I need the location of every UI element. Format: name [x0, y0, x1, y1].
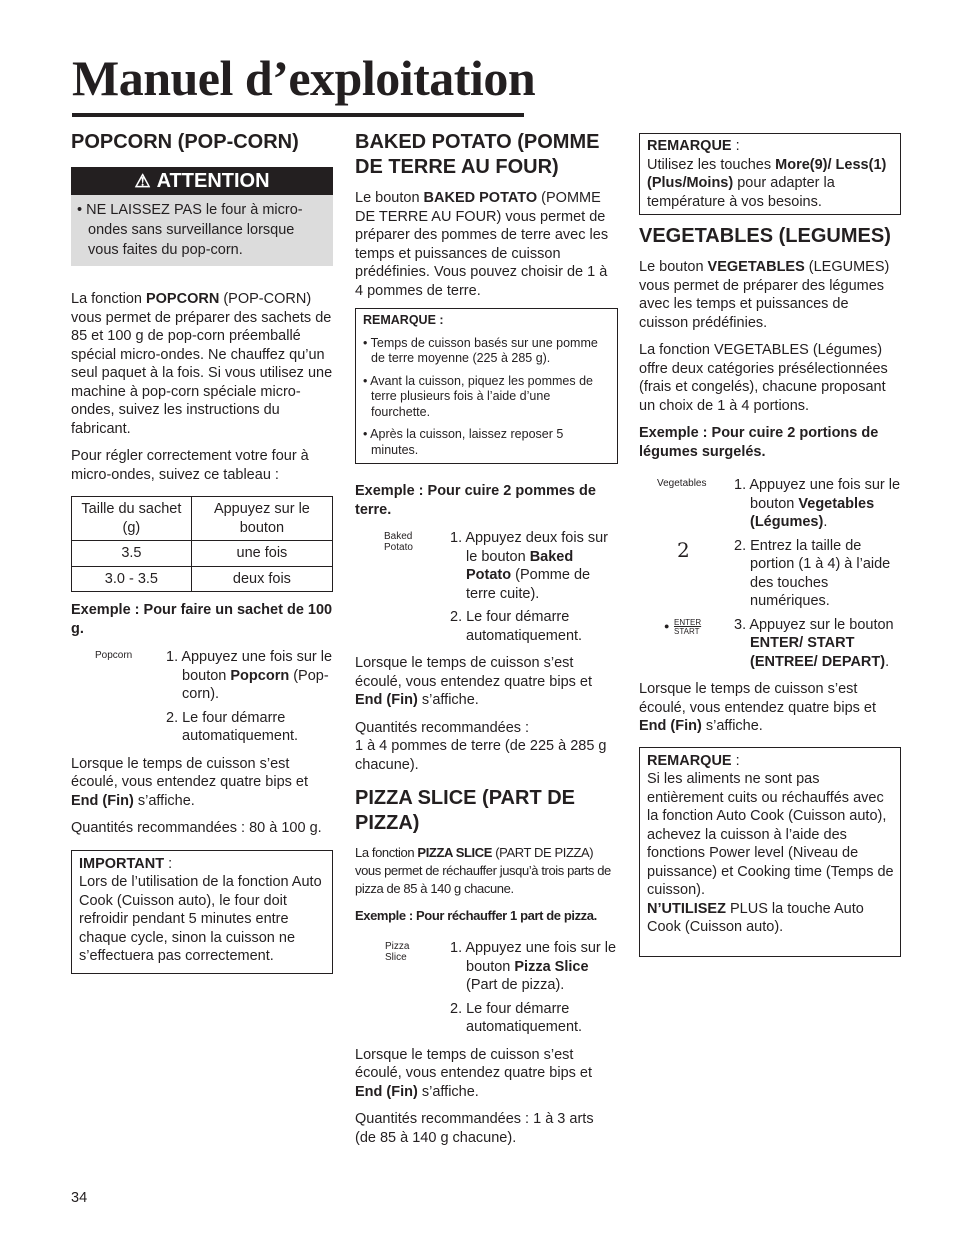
- pizza-step-1: [355, 939, 618, 995]
- popcorn-step-1: [71, 648, 333, 704]
- warning-icon: ⚠: [134, 171, 151, 191]
- step-text: 1. Appuyez une fois sur le bouton Vegetables (Légumes).: [734, 477, 901, 530]
- pizza-intro: La fonction PIZZA SLICE (PART DE PIZZA) vous permet de réchauffer jusqu’à trois parts de pizza de 85 à 140 g chacune.: [355, 845, 611, 896]
- title-rule: [72, 113, 524, 117]
- pizza-quantities: Quantités recommandées : 1 à 3 arts (de 85 à 140 g chacune).: [355, 1111, 594, 1146]
- table-cell: 3.0 - 3.5: [72, 566, 192, 592]
- number-key-icon: 2: [677, 537, 690, 562]
- step-text: 2. Le four démarre automatiquement.: [450, 609, 583, 644]
- popcorn-key-icon: Popcorn: [95, 650, 133, 661]
- popcorn-intro: La fonction POPCORN (POP-CORN) vous permet de préparer des sachets de 85 et 100 g de pop-corn préemballé spécial micro-ondes. Ne chauffez qu’un seul paquet à la fois. Si vous utilisez une machine à pop-corn spéciale micro-ondes, suivez les instructions du fabricant.: [71, 291, 333, 437]
- potato-example: Exemple : Pour cuire 2 pommes de terre.: [355, 483, 596, 518]
- pizza-example: Exemple : Pour réchauffer 1 part de pizza.: [355, 908, 597, 923]
- potato-step-1: [355, 529, 618, 603]
- popcorn-quantities: Quantités recommandées : 80 à 100 g.: [71, 820, 322, 836]
- table-cell: une fois: [191, 541, 332, 567]
- table-header-row: [72, 497, 333, 541]
- popcorn-table-intro: Pour régler correctement votre four à micro-ondes, suivez ce tableau :: [71, 448, 309, 483]
- attention-box: [71, 167, 333, 266]
- table-row: [72, 566, 333, 592]
- step-text: 2. Le four démarre automatiquement.: [166, 709, 299, 744]
- note-item: • Après la cuisson, laissez reposer 5 minutes.: [363, 427, 564, 457]
- vegetables-step-1: [639, 476, 901, 532]
- vegetables-step-3: [639, 616, 901, 672]
- lock-icon: ●: [664, 620, 670, 631]
- vegetables-example: Exemple : Pour cuire 2 portions de légumes surgelés.: [639, 425, 879, 460]
- table-header-cell: Appuyez sur le bouton: [191, 497, 332, 541]
- step-text: 1. Appuyez deux fois sur le bouton Baked Potato (Pomme de terre cuite).: [450, 530, 608, 602]
- important-text: Lors de l’utilisation de la fonction Auto Cook (Cuisson auto), le four doit refroidir pendant 5 minutes entre chaque cycle, sinon la cuisson ne s’effectuera pas correctement.: [79, 874, 322, 964]
- popcorn-step-2: [71, 709, 333, 746]
- vegetables-heading: VEGETABLES (LEGUMES): [639, 225, 891, 247]
- important-box: [71, 850, 333, 974]
- table-row: [72, 541, 333, 567]
- step-text: 1. Appuyez une fois sur le bouton Popcorn (Pop-corn).: [166, 649, 333, 702]
- vegetables-section: [639, 133, 901, 957]
- pizza-slice-key-icon: Pizza Slice: [385, 941, 410, 963]
- potato-section: [355, 130, 618, 1147]
- vegetables-intro: Le bouton VEGETABLES (LEGUMES) vous permet de préparer des légumes avec les temps et puissances de cuisson prédéfinies.: [639, 259, 890, 331]
- attention-text: • NE LAISSEZ PAS le four à micro-ondes sans surveillance lorsque vous faites du pop-corn.: [77, 202, 303, 258]
- step-text: 2. Entrez la taille de portion (1 à 4) à l’aide des touches numériques.: [734, 537, 891, 609]
- table-cell: deux fois: [191, 566, 332, 592]
- popcorn-heading: POPCORN (POP-CORN): [71, 131, 299, 153]
- popcorn-table: [71, 496, 333, 592]
- important-title: IMPORTANT :: [79, 855, 173, 872]
- note-text: Utilisez les touches More(9)/ Less(1) (Plus/Moins) pour adapter la température à vos besoins.: [647, 156, 887, 210]
- note-label: REMARQUE :: [363, 313, 444, 327]
- potato-quantities: Quantités recommandées : 1 à 4 pommes de terre (de 225 à 285 g chacune).: [355, 719, 607, 773]
- table-header-cell: Taille du sachet (g): [72, 497, 192, 541]
- note-title: REMARQUE :: [647, 138, 740, 154]
- baked-potato-key-icon: Baked Potato: [384, 531, 413, 553]
- page-title: Manuel d’exploitation: [72, 50, 536, 106]
- potato-intro: Le bouton BAKED POTATO (POMME DE TERRE AU FOUR) vous permet de préparer des pommes de terre avec les temps et puissances de cuisson prédéfinies. Vous pouvez choisir de 1 à 4 pommes de terre.: [355, 190, 609, 299]
- vegetables-key-icon: Vegetables: [657, 478, 707, 489]
- note-text: Si les aliments ne sont pas entièrement cuits ou réchauffés avec la fonction Auto Cook (Cuisson auto), achevez la cuisson à l’aide des fonctions Power level (Niveau de puissance) et Cooking time (Temps de cuisson).: [647, 771, 894, 898]
- table-cell: 3.5: [72, 541, 192, 567]
- potato-heading: BAKED POTATO (POMME DE TERRE AU FOUR): [355, 131, 600, 178]
- enter-start-key-icon: ● ENTER START: [664, 617, 702, 636]
- note-item: • Avant la cuisson, piquez les pommes de terre plusieurs fois à l’aide d’une fourchette.: [363, 373, 593, 419]
- popcorn-done: Lorsque le temps de cuisson s’est écoulé, vous entendez quatre bips et End (Fin) s’affiche.: [71, 755, 308, 809]
- step-text: 3. Appuyez sur le bouton ENTER/ START (ENTREE/ DEPART).: [734, 616, 894, 670]
- temperature-note: [639, 133, 901, 215]
- potato-note: [355, 308, 618, 464]
- pizza-done: Lorsque le temps de cuisson s’est écoulé, vous entendez quatre bips et End (Fin) s’affiche.: [355, 1046, 592, 1100]
- pizza-step-2: [355, 1000, 618, 1037]
- step-text: 2. Le four démarre automatiquement.: [450, 1000, 583, 1035]
- pizza-heading: PIZZA SLICE (PART DE PIZZA): [355, 787, 575, 834]
- vegetables-intro-b: La fonction VEGETABLES (Légumes) offre deux catégories présélectionnées (frais et congelés), chacune proposant un choix de 1 à 4 portions.: [639, 342, 888, 414]
- note-item: • Temps de cuisson basés sur une pomme de terre moyenne (225 à 285 g).: [363, 335, 598, 365]
- attention-body: [71, 195, 333, 266]
- popcorn-example: Exemple : Pour faire un sachet de 100 g.: [71, 602, 333, 637]
- step-text: 1. Appuyez une fois sur le bouton Pizza Slice (Part de pizza).: [450, 940, 617, 993]
- page-number: 34: [71, 1190, 88, 1206]
- potato-done: Lorsque le temps de cuisson s’est écoulé, vous entendez quatre bips et End (Fin) s’affiche.: [355, 655, 592, 708]
- pizza-intro-block: [355, 844, 618, 925]
- vegetables-note: [639, 747, 901, 957]
- vegetables-done: Lorsque le temps de cuisson s’est écoulé, vous entendez quatre bips et End (Fin) s’affiche.: [639, 681, 876, 734]
- vegetables-step-2: [639, 537, 901, 611]
- note-warning: N’UTILISEZ PLUS la touche Auto Cook (Cuisson auto).: [647, 900, 864, 935]
- attention-header: [71, 167, 333, 195]
- potato-step-2: [355, 608, 618, 645]
- popcorn-section: [71, 130, 333, 974]
- note-title: REMARQUE :: [647, 752, 740, 769]
- attention-label: ATTENTION: [156, 170, 270, 192]
